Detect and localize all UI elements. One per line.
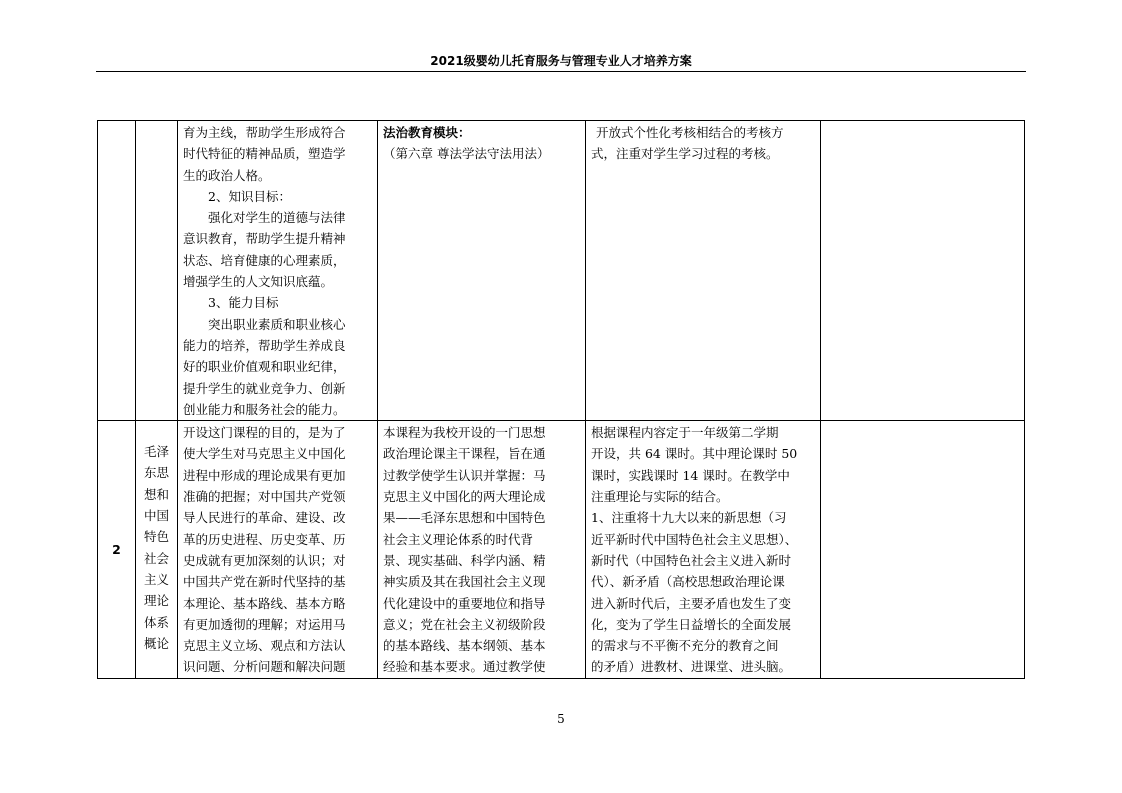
document-header-title: 2021级婴幼儿托育服务与管理专业人才培养方案: [430, 54, 692, 68]
course-name-cell: [136, 121, 178, 421]
objective-line: 突出职业素质和职业核心: [208, 316, 346, 332]
content-line: 果——毛泽东思想和中国特色: [383, 510, 546, 526]
objective-line: 强化对学生的道德与法律: [208, 210, 346, 226]
requirement-line: 进入新时代后，主要矛盾也发生了变: [591, 595, 792, 611]
course-name-line: 毛泽: [143, 444, 169, 460]
page-number: 5: [557, 712, 565, 726]
content-line: 过教学使学生认识并掌握：马: [383, 467, 546, 483]
objectives-cell: [178, 421, 378, 679]
table-row: [98, 121, 1025, 421]
requirement-line: 的矛盾）进教材、进课堂、进头脑。: [591, 659, 792, 675]
objective-line: 克思主义立场、观点和方法认: [183, 638, 346, 654]
content-line: 克思主义中国化的两大理论成: [383, 489, 546, 505]
course-name-line: 体系: [143, 614, 169, 630]
requirement-line: 式，注重对学生学习过程的考核。: [591, 146, 779, 162]
requirement-line: 化，变为了学生日益增长的全面发展: [591, 616, 792, 632]
header-rule: [96, 71, 1026, 72]
objective-line: 好的职业价值观和职业纪律，: [183, 359, 346, 375]
objective-line: 使大学生对马克思主义中国化: [183, 446, 346, 462]
requirement-line: 1、注重将十九大以来的新思想（习: [591, 510, 787, 526]
course-name-line: 概论: [143, 635, 169, 651]
table-row: [98, 421, 1025, 679]
requirement-line: 开设，共 64 课时。其中理论课时 50: [591, 446, 798, 462]
objective-line: 状态、培育健康的心理素质，: [183, 252, 346, 268]
objective-line: 提升学生的就业竞争力、创新: [183, 380, 346, 396]
requirement-line: 近平新时代中国特色社会主义思想）、: [591, 531, 798, 547]
objective-line: 进程中形成的理论成果有更加: [183, 467, 346, 483]
objective-line: 史成就有更加深刻的认识；对: [183, 552, 346, 568]
objective-heading: 2、知识目标：: [208, 188, 291, 204]
content-line: 神实质及其在我国社会主义现: [383, 574, 546, 590]
requirements-cell: [586, 121, 821, 421]
requirement-line: 注重理论与实际的结合。: [591, 489, 729, 505]
course-name-line: 理论: [143, 593, 169, 609]
objective-heading: 3、能力目标: [208, 295, 279, 311]
course-name-line: 主义: [143, 571, 169, 587]
objective-line: 革的历史进程、历史变革、历: [183, 531, 346, 547]
content-cell: [378, 421, 586, 679]
course-name-line: 社会: [143, 550, 169, 566]
notes-cell: [821, 421, 1025, 679]
notes-cell: [821, 121, 1025, 421]
course-name-line: 中国: [143, 508, 169, 524]
module-chapter: （第六章 尊法学法守法用法）: [383, 146, 550, 162]
objective-line: 时代特征的精神品质，塑造学: [183, 146, 346, 162]
objective-line: 能力的培养，帮助学生养成良: [183, 337, 346, 353]
objective-line: 有更加透彻的理解；对运用马: [183, 616, 346, 632]
requirement-line: 课时，实践课时 14 课时。在教学中: [591, 467, 790, 483]
content-line: 经验和基本要求。通过教学使: [383, 659, 546, 675]
objective-line: 生的政治人格。: [183, 167, 271, 183]
course-name-line: 想和: [143, 486, 169, 502]
row-index-cell: [98, 121, 136, 421]
objective-line: 育为主线，帮助学生形成符合: [183, 125, 346, 140]
row-index-cell: 2: [98, 421, 136, 679]
objective-line: 开设这门课程的目的，是为了: [183, 425, 346, 441]
objective-line: 准确的把握；对中国共产党领: [183, 489, 346, 505]
objective-line: 中国共产党在新时代坚持的基: [183, 574, 346, 590]
content-line: 本课程为我校开设的一门思想: [383, 425, 546, 441]
objective-line: 识问题、分析问题和解决问题: [183, 659, 346, 675]
requirement-line: 开放式个性化考核相结合的考核方: [596, 125, 784, 140]
module-title: 法治教育模块：: [383, 125, 471, 140]
course-name-line: 东思: [143, 465, 169, 481]
content-line: 意义；党在社会主义初级阶段: [383, 616, 546, 632]
objectives-cell: [178, 121, 378, 421]
objective-line: 本理论、基本路线、基本方略: [183, 595, 346, 611]
content-line: 景、现实基础、科学内涵、精: [383, 552, 546, 568]
course-name-line: 特色: [143, 529, 169, 545]
objective-line: 导人民进行的革命、建设、改: [183, 510, 346, 526]
content-line: 社会主义理论体系的时代背: [383, 531, 534, 547]
requirement-line: 的需求与不平衡不充分的教育之间: [591, 638, 779, 654]
content-line: 的基本路线、基本纲领、基本: [383, 638, 546, 654]
objective-line: 意识教育，帮助学生提升精神: [183, 231, 346, 247]
requirements-cell: [586, 421, 821, 679]
requirement-line: 根据课程内容定于一年级第二学期: [591, 425, 779, 441]
requirement-line: 代）、新矛盾（高校思想政治理论课: [591, 574, 785, 590]
content-cell: [378, 121, 586, 421]
objective-line: 创业能力和服务社会的能力。: [183, 401, 346, 417]
content-line: 代化建设中的重要地位和指导: [383, 595, 546, 611]
content-line: 政治理论课主干课程，旨在通: [383, 446, 546, 462]
course-name-cell: [136, 421, 178, 679]
objective-line: 增强学生的人文知识底蕴。: [183, 274, 334, 290]
requirement-line: 新时代（中国特色社会主义进入新时: [591, 552, 792, 568]
curriculum-table: [97, 120, 1025, 679]
